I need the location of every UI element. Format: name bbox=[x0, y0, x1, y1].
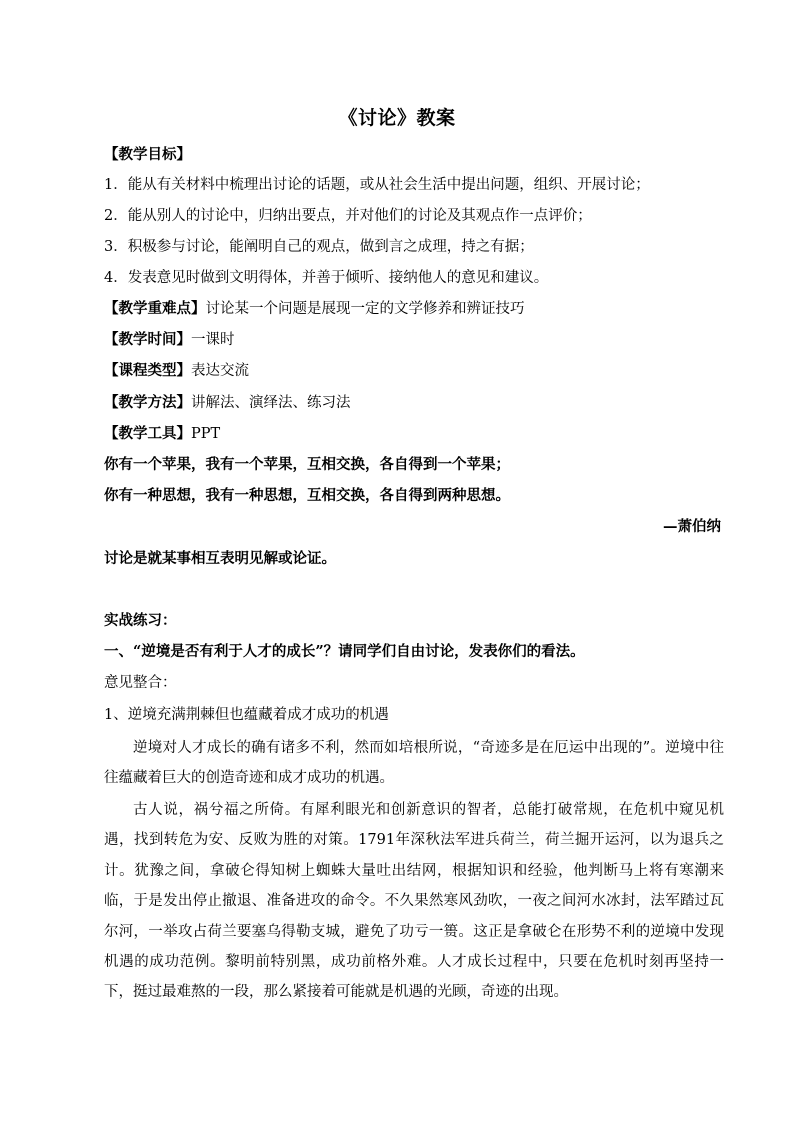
objective-item-2: 2．能从别人的讨论中，归纳出要点，并对他们的讨论及其观点作一点评价； bbox=[104, 208, 592, 224]
objective-item-4: 4．发表意见时做到文明得体，并善于倾听、接纳他人的意见和建议。 bbox=[104, 270, 549, 286]
difficulty-row bbox=[104, 298, 525, 320]
point-1-heading: 1、逆境充满荆棘但也蕴藏着成才成功的机遇 bbox=[104, 707, 389, 723]
opinion-heading: 意见整合： bbox=[104, 675, 177, 691]
time-label: 【教学时间】 bbox=[104, 331, 191, 348]
method-row bbox=[104, 392, 351, 414]
tools-value: PPT bbox=[191, 426, 221, 442]
method-label: 【教学方法】 bbox=[104, 394, 191, 411]
objectives-heading: 【教学目标】 bbox=[104, 146, 191, 163]
objective-item-1: 1．能从有关材料中梳理出讨论的话题，或从社会生活中提出问题，组织、开展讨论； bbox=[104, 177, 650, 193]
discussion-question: 一、“逆境是否有利于人才的成长”？请同学们自由讨论，发表你们的看法。 bbox=[104, 643, 585, 660]
time-row bbox=[104, 329, 235, 351]
objective-item-3: 3．积极参与讨论，能阐明自己的观点，做到言之成理，持之有据； bbox=[104, 239, 534, 255]
quote-line-2: 你有一种思想，我有一种思想，互相交换，各自得到两种思想。 bbox=[104, 487, 510, 504]
definition-text: 讨论是就某事相互表明见解或论证。 bbox=[104, 550, 336, 567]
difficulty-value: 讨论某一个问题是展现一定的文学修养和辨证技巧 bbox=[205, 301, 525, 317]
practice-heading: 实战练习： bbox=[104, 612, 177, 629]
quote-line-1: 你有一个苹果，我有一个苹果，互相交换，各自得到一个苹果； bbox=[104, 456, 510, 473]
type-value: 表达交流 bbox=[191, 363, 249, 379]
paragraph-2: 古人说，祸兮福之所倚。有犀利眼光和创新意识的智者，总能打破常规，在危机中窥见机遇，找到转危为安、反败为胜的对策。1791年深秋法军进兵荷兰，荷兰掘开运河，以为退兵之计。犹豫之间，拿破仑得知树上蜘蛛大量吐出结网，根据知识和经验，他判断马上将有寒潮来临，于是发出停止撤退、准备进攻的命令。不久果然寒风劲吹，一夜之间河水冰封，法军踏过瓦尔河，一举攻占荷兰要塞乌得勒支城，避免了功亏一篑。这正是拿破仑在形势不利的逆境中发现机遇的成功范例。黎明前特别黑，成功前格外难。人才成长过程中，只要在危机时刻再坚持一下，挺过最难熬的一段，那么紧接着可能就是机遇的光顾，奇迹的出现。 bbox=[104, 802, 724, 1001]
type-row bbox=[104, 360, 249, 382]
tools-label: 【教学工具】 bbox=[104, 425, 191, 442]
difficulty-label: 【教学重难点】 bbox=[104, 300, 206, 317]
document-title: 《讨论》教案 bbox=[338, 107, 456, 129]
tools-row bbox=[104, 423, 220, 445]
quote-author: —萧伯纳 bbox=[663, 518, 721, 535]
time-value: 一课时 bbox=[191, 332, 235, 348]
method-value: 讲解法、演绎法、练习法 bbox=[191, 395, 351, 411]
paragraph-1: 逆境对人才成长的确有诸多不利，然而如培根所说，“奇迹多是在厄运中出现的”。逆境中往往蕴藏着巨大的创造奇迹和成才成功的机遇。 bbox=[104, 740, 724, 787]
type-label: 【课程类型】 bbox=[104, 362, 191, 379]
